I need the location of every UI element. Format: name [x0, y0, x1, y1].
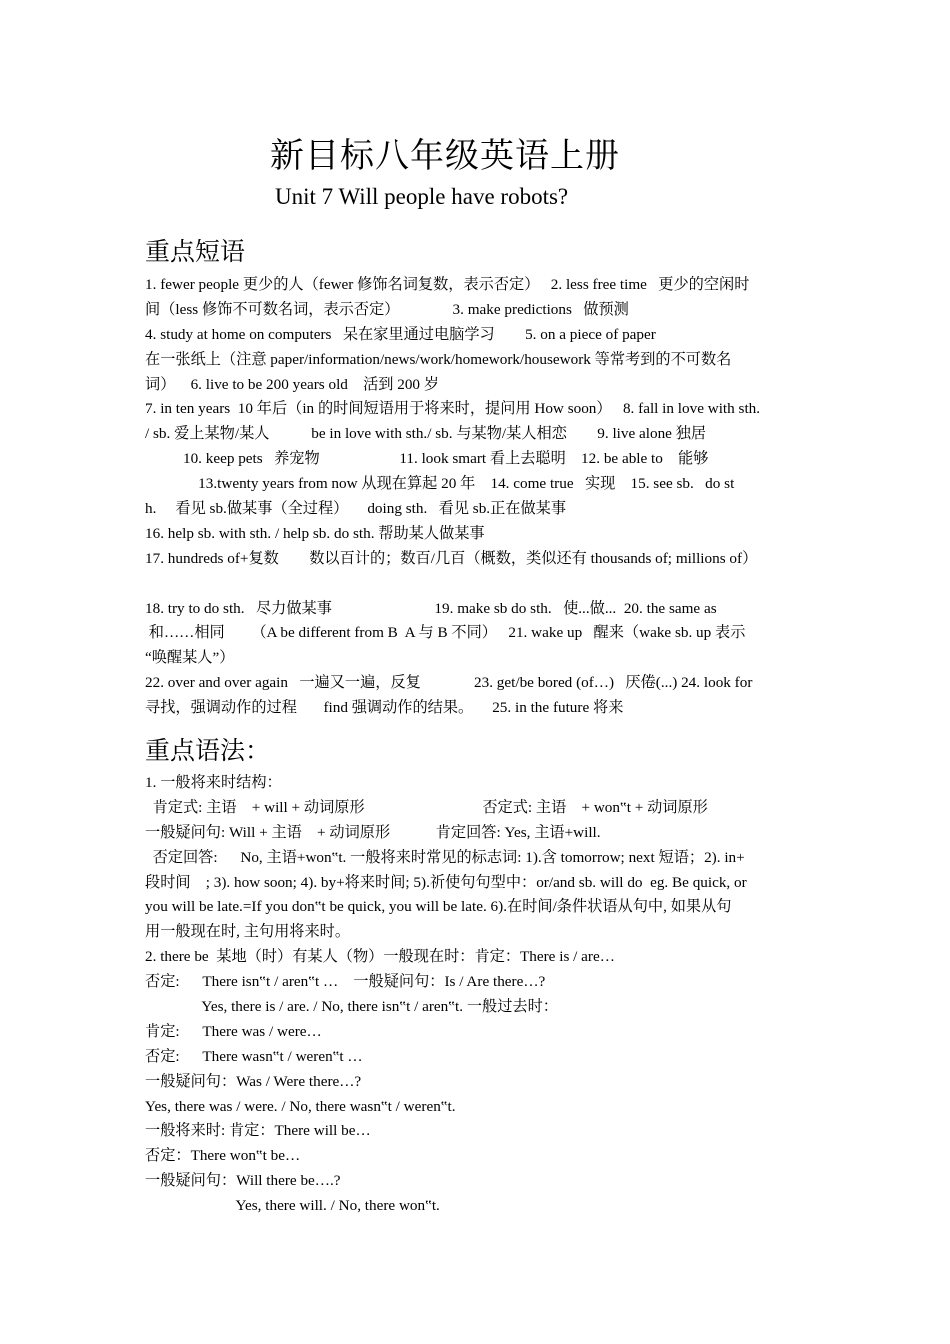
- text-line: [145, 572, 810, 597]
- text-line: Yes, there is / are. / No, there isn‟t / aren‟t. 一般过去时：: [145, 998, 558, 1016]
- text-line: / sb. 爱上某物/某人 be in love with sth./ sb. 与某物/某人相恋 9. live alone 独居: [145, 425, 707, 443]
- text-line: 用一般现在时, 主句用将来时。: [145, 923, 351, 941]
- text-line: 否定: There wasn‟t / weren‟t …: [145, 1047, 363, 1065]
- phrases-body: [145, 273, 810, 721]
- text-line: 10. keep pets 养宠物 11. look smart 看上去聪明 12. be able to 能够: [145, 450, 709, 468]
- text-line: 间（less 修饰不可数名词，表示否定） 3. make predictions 做预测: [145, 300, 629, 318]
- text-line: 寻找，强调动作的过程 find 强调动作的结果。 25. in the future 将来: [145, 699, 624, 717]
- document-subtitle: Unit 7 Will people have robots?: [275, 184, 569, 209]
- text-line: 1. 一般将来时结构：: [145, 774, 282, 791]
- text-line: 否定: There isn‟t / aren‟t … 一般疑问句：Is / Are there…?: [145, 973, 546, 991]
- text-line: “唤醒某人”）: [145, 649, 235, 667]
- text-line: 17. hundreds of+复数 数以百计的；数百/几百（概数，类似还有 thousands of; millions of）: [145, 549, 758, 567]
- text-line: 肯定: There was / were…: [145, 1022, 322, 1040]
- text-line: you will be late.=If you don‟t be quick, you will be late. 6).在时间/条件状语从句中, 如果从句: [145, 898, 732, 916]
- text-line: h. 看见 sb.做某事（全过程） doing sth. 看见 sb.正在做某事: [145, 500, 567, 518]
- text-line: 在一张纸上（注意 paper/information/news/work/homework/housework 等常考到的不可数名: [145, 350, 732, 368]
- text-line: 一般将来时: 肯定：There will be…: [145, 1122, 371, 1140]
- text-line: Yes, there was / were. / No, there wasn‟t / weren‟t.: [145, 1097, 456, 1115]
- grammar-body: [145, 771, 810, 1219]
- text-line: 7. in ten years 10 年后（in 的时间短语用于将来时，提问用 How soon） 8. fall in love with sth.: [145, 400, 761, 418]
- text-line: 一般疑问句: Will + 主语 + 动词原形 肯定回答: Yes, 主语+will.: [145, 823, 601, 841]
- text-line: 4. study at home on computers 呆在家里通过电脑学习 5. on a piece of paper: [145, 325, 656, 343]
- text-line: 一般疑问句：Was / Were there…?: [145, 1072, 362, 1090]
- text-line: 词） 6. live to be 200 years old 活到 200 岁: [145, 375, 440, 393]
- text-line: 和……相同 （A be different from B A 与 B 不同） 21. wake up 醒来（wake sb. up 表示: [145, 624, 746, 642]
- text-line: 22. over and over again 一遍又一遍，反复 23. get/be bored (of…) 厌倦(...) 24. look for: [145, 674, 753, 692]
- text-line: 18. try to do sth. 尽力做某事 19. make sb do sth. 使...做... 20. the same as: [145, 599, 717, 617]
- text-line: 否定：There won‟t be…: [145, 1147, 301, 1165]
- text-line: 1. fewer people 更少的人（fewer 修饰名词复数，表示否定） 2. less free time 更少的空闲时: [145, 276, 750, 293]
- text-line: 13.twenty years from now 从现在算起 20 年 14. come true 实现 15. see sb. do st: [145, 475, 735, 493]
- document-title: 新目标八年级英语上册: [270, 136, 620, 176]
- text-line: 16. help sb. with sth. / help sb. do sth. 帮助某人做某事: [145, 524, 485, 542]
- text-line: 肯定式: 主语 + will + 动词原形 否定式: 主语 + won‟t + 动词原形: [145, 798, 708, 816]
- text-line: 段时间 ; 3). how soon; 4). by+将来时间; 5).祈使句句型中：or/and sb. will do eg. Be quick, or: [145, 873, 747, 891]
- text-line: 否定回答: No, 主语+won‟t. 一般将来时常见的标志词: 1).含 tomorrow; next 短语；2). in+: [145, 848, 745, 866]
- text-line: Yes, there will. / No, there won‟t.: [145, 1197, 440, 1215]
- section-heading-phrases: 重点短语: [145, 237, 246, 266]
- text-line: 一般疑问句：Will there be….?: [145, 1172, 341, 1190]
- section-heading-grammar: 重点语法：: [145, 736, 271, 765]
- text-line: 2. there be 某地（时）有某人（物）一般现在时：肯定：There is / are…: [145, 948, 615, 966]
